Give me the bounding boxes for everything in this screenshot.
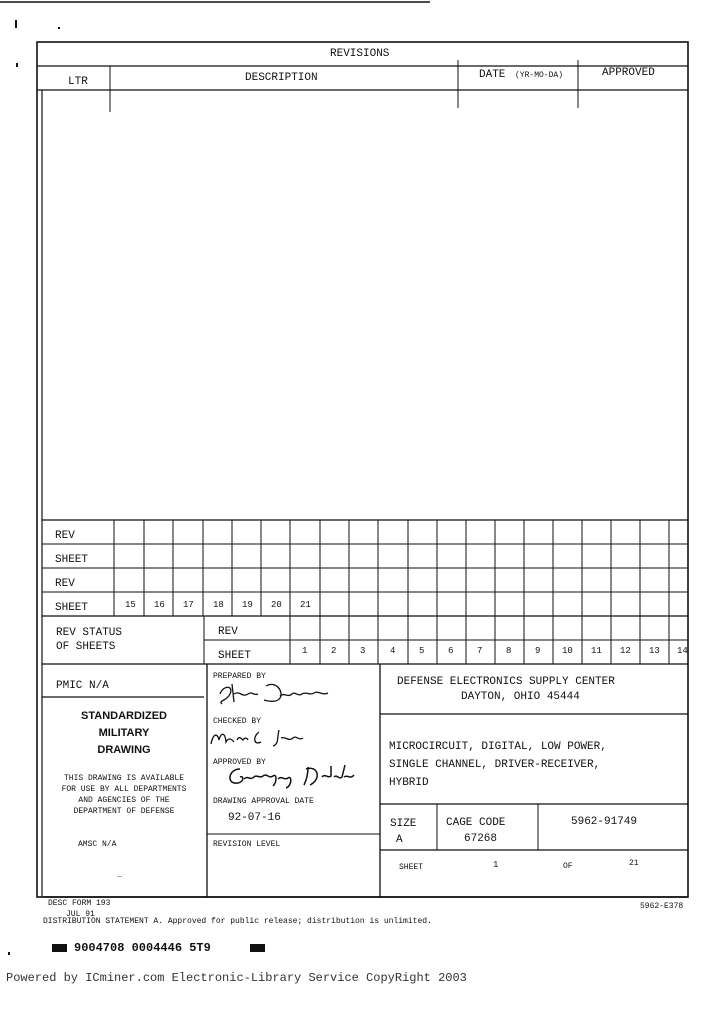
lower-sheet-number: 7 <box>477 646 483 656</box>
drawing-title: DRAWING <box>97 744 151 756</box>
ltr-column-header: LTR <box>68 76 88 88</box>
approval-date-value: 92-07-16 <box>228 812 281 824</box>
upper-sheet-number: 18 <box>213 600 224 610</box>
upper-sheet-number: 19 <box>242 600 253 610</box>
title-line-2: SINGLE CHANNEL, DRIVER-RECEIVER, <box>389 759 601 771</box>
scan-mark: _ <box>117 870 122 879</box>
date-format-label: (YR-MO-DA) <box>515 71 564 80</box>
lower-sheet-number: 4 <box>390 646 396 656</box>
rev-label-row-1: REV <box>55 530 75 542</box>
upper-sheet-number: 17 <box>183 600 194 610</box>
of-value: 21 <box>629 859 639 868</box>
of-label: OF <box>563 862 573 871</box>
date-column-header: DATE <box>479 69 506 81</box>
sheet-label: SHEET <box>399 863 424 872</box>
upper-sheet-number: 20 <box>271 600 282 610</box>
availability-line-1: THIS DRAWING IS AVAILABLE <box>63 774 185 783</box>
barcode-number: 9004708 0004446 5T9 <box>74 941 211 955</box>
lower-sheet-number: 1 <box>302 646 308 656</box>
rev-label-row-3: REV <box>55 578 75 590</box>
pmic-label: PMIC N/A <box>56 680 109 692</box>
center-address: DAYTON, OHIO 45444 <box>461 691 580 703</box>
sheet-label-lower: SHEET <box>218 650 252 662</box>
upper-sheet-number: 16 <box>154 600 165 610</box>
lower-sheet-number: 9 <box>535 646 541 656</box>
checked-by-label: CHECKED BY <box>213 717 262 726</box>
size-label: SIZE <box>390 818 417 830</box>
lower-sheet-number: 10 <box>562 646 573 656</box>
lower-sheet-number: 6 <box>448 646 454 656</box>
military-title: MILITARY <box>98 727 150 739</box>
prepared-signature <box>214 680 354 706</box>
lower-sheet-number: 2 <box>331 646 337 656</box>
lower-sheet-number: 14 <box>677 646 688 656</box>
svg-text:Michael C. Jones: Michael C. Jones <box>207 748 214 749</box>
svg-text:Steve Duncan: Steve Duncan <box>214 704 220 705</box>
rev-status-line-1: REV STATUS <box>56 627 123 639</box>
title-line-1: MICROCIRCUIT, DIGITAL, LOW POWER, <box>389 741 607 753</box>
lower-sheet-number: 11 <box>591 646 602 656</box>
drawing-number: 5962-91749 <box>571 816 638 828</box>
lower-sheet-number: 5 <box>419 646 425 656</box>
revisions-title: REVISIONS <box>330 48 390 60</box>
title-line-3: HYBRID <box>389 777 429 789</box>
description-column-header: DESCRIPTION <box>245 72 318 84</box>
form-date: JUL 91 <box>66 910 95 919</box>
form-number: DESC FORM 193 <box>48 899 111 908</box>
cage-code-label: CAGE CODE <box>446 817 506 829</box>
rev-label-lower: REV <box>218 626 238 638</box>
sheet-value: 1 <box>493 860 499 870</box>
lower-sheet-number: 3 <box>360 646 366 656</box>
upper-sheet-number: 21 <box>300 600 311 610</box>
approval-date-label: DRAWING APPROVAL DATE <box>213 797 314 806</box>
approved-column-header: APPROVED <box>602 67 655 79</box>
form-code: 5962-E378 <box>640 902 684 911</box>
center-name: DEFENSE ELECTRONICS SUPPLY CENTER <box>397 676 615 688</box>
revision-level-label: REVISION LEVEL <box>213 840 281 849</box>
amsc-label: AMSC N/A <box>78 840 117 849</box>
availability-line-4: DEPARTMENT OF DEFENSE <box>73 807 175 816</box>
approved-signature <box>222 763 372 791</box>
approved-by-label: APPROVED BY <box>213 758 266 767</box>
availability-line-2: FOR USE BY ALL DEPARTMENTS <box>61 785 187 794</box>
sheet-label-row-4: SHEET <box>55 602 89 614</box>
sheet-label-row-2: SHEET <box>55 554 89 566</box>
availability-line-3: AND AGENCIES OF THE <box>78 796 170 805</box>
size-value: A <box>396 834 403 846</box>
lower-sheet-number: 13 <box>649 646 660 656</box>
upper-sheet-number: 15 <box>125 600 136 610</box>
checked-signature <box>207 726 327 750</box>
standardized-title: STANDARDIZED <box>81 710 167 722</box>
distribution-statement: DISTRIBUTION STATEMENT A. Approved for public release; distribution is unlimited. <box>43 917 432 926</box>
powered-by-footer: Powered by ICminer.com Electronic-Library Service CopyRight 2003 <box>6 971 467 985</box>
lower-sheet-number: 12 <box>620 646 631 656</box>
cage-code-value: 67268 <box>464 833 498 845</box>
svg-text:Gregg Dudek: Gregg Dudek <box>222 789 228 790</box>
lower-sheet-number: 8 <box>506 646 512 656</box>
rev-status-line-2: OF SHEETS <box>56 641 116 653</box>
prepared-by-label: PREPARED BY <box>213 672 266 681</box>
